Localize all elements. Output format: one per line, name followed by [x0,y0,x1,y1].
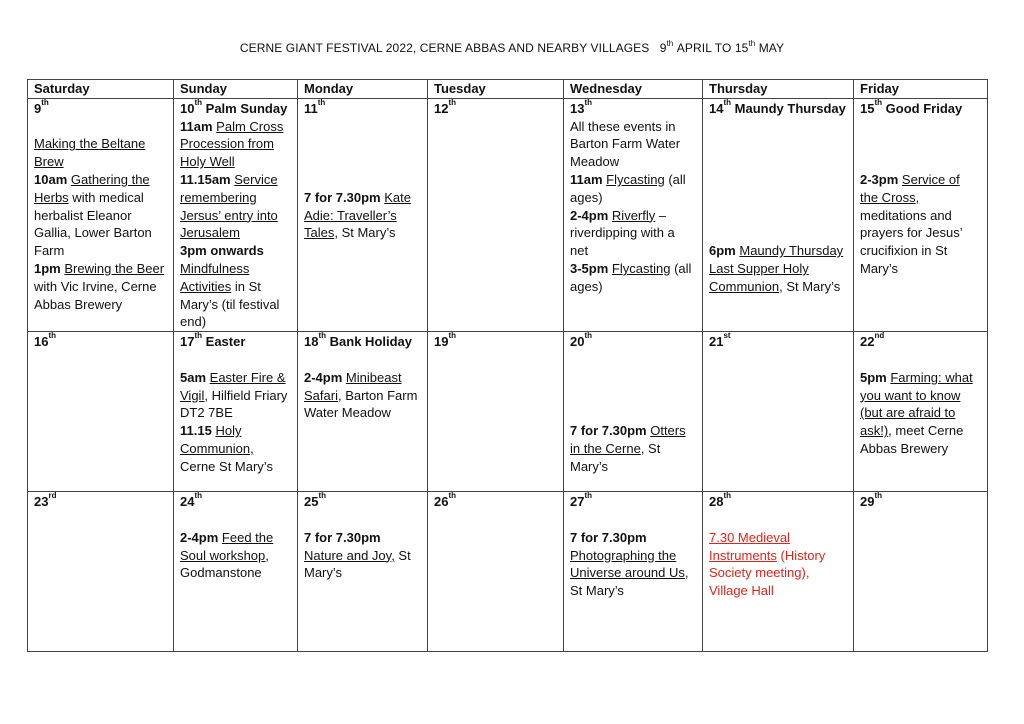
spacer [570,511,696,529]
day-number: 9th [34,97,49,116]
spacer [709,153,847,171]
day-suffix: rd [48,491,57,501]
event-time: 10am [34,171,68,187]
spacer [709,189,847,207]
event-details: (History Society meeting), Village Hall [709,547,826,599]
day-suffix: th [41,97,49,107]
day-label: Bank Holiday [329,334,413,350]
event-entry [860,171,981,278]
range-from: 9 [659,41,667,55]
event-entry [34,135,167,171]
day-suffix: nd [874,331,885,341]
weekday-header: Saturday [28,80,174,99]
event-entry [304,369,421,422]
day-cell [28,98,174,331]
day-number: 17th Easter [180,331,246,350]
day-cell [28,332,174,492]
event-details: , meet Cerne Abbas Brewery [860,423,964,456]
event-time: 2-4pm [304,369,343,385]
day-suffix: th [448,331,457,341]
event-entry [180,422,291,475]
day-cell [703,492,854,652]
spacer [709,224,847,242]
spacer [304,118,421,136]
event-time: 2-4pm [180,529,219,545]
event-title: Making the Beltane Brew [34,136,146,170]
spacer [304,351,421,369]
event-details: , St Mary’s [570,440,661,474]
day-suffix: th [194,331,203,341]
event-entry [860,369,981,458]
event-title: Photographing the Universe around Us [570,547,685,581]
event-time: 7 for 7.30pm [570,423,647,439]
event-title: 7.30 Medieval Instruments [709,529,790,563]
day-label: Easter [205,334,246,350]
week-row [28,332,988,492]
day-cell [703,332,854,492]
day-suffix: th [318,331,327,341]
event-title: Minibeast Safari, [304,369,402,403]
weekday-header: Monday [298,80,428,99]
day-suffix: th [194,97,203,107]
day-number: 10th Palm Sunday [180,97,288,116]
day-number: 23rd [34,491,57,510]
event-time: 7 for 7.30pm [304,529,381,545]
event-entry [709,242,847,295]
day-number: 26th [434,491,457,510]
day-cell [854,492,988,652]
event-entry [34,260,167,313]
event-details: – riverdipping with a net [570,207,675,259]
day-cell [564,98,703,331]
event-title: Otters in the Cerne [570,423,686,456]
event-time: 3-5pm [570,260,609,276]
event-entry [709,529,847,600]
day-cell [174,332,298,492]
event-title: Riverfly [611,207,656,223]
spacer [304,511,421,529]
spacer [709,135,847,153]
event-entry [570,171,696,207]
spacer [304,171,421,189]
day-suffix: th [874,491,883,501]
event-details: All these events in Barton Farm Water Meadow [570,118,681,170]
spacer [570,369,696,387]
day-label: Palm Sunday [205,100,288,116]
day-suffix: th [723,97,732,107]
spacer [304,153,421,171]
event-time: 6pm [709,243,736,259]
event-entry [180,171,291,242]
day-number: 25th [304,491,327,510]
event-entry [570,422,696,475]
event-time: 11.15am [180,171,231,187]
weekday-header: Wednesday [564,80,703,99]
day-number: 22nd [860,331,885,350]
spacer [34,118,167,136]
event-details: St Mary’s [304,547,411,581]
day-label: Good Friday [885,100,963,116]
event-title: Kate Adie: Traveller’s Tales [304,189,411,241]
event-entry [570,207,696,260]
event-title: Flycasting [606,171,665,187]
event-title: Brewing the Beer [64,260,165,276]
event-time: 2-3pm [860,171,899,187]
day-number: 11th [304,97,326,116]
day-number: 21st [709,331,731,350]
event-details: Hilfield Friary DT2 7BE [180,387,288,421]
range-from-suffix: th [666,39,674,48]
event-entry [180,369,291,422]
day-cell [28,492,174,652]
day-cell [428,492,564,652]
day-number: 13th [570,97,593,116]
day-number: 15th Good Friday [860,97,963,116]
event-entry [570,529,696,600]
event-title: Easter Fire & Vigil, [180,369,286,403]
event-time: 11.15 [180,423,212,439]
weekday-header: Friday [854,80,988,99]
week-row [28,98,988,331]
day-number: 24th [180,491,203,510]
event-details: (all ages) [570,260,692,294]
day-suffix: th [874,97,883,107]
day-cell [703,98,854,331]
document-title: CERNE GIANT FESTIVAL 2022, CERNE ABBAS AND NEARBY VILLAGES [239,41,650,55]
day-suffix: th [48,331,57,341]
spacer [709,118,847,136]
event-details: , St Mary’s [570,565,689,599]
range-end: MAY [758,41,785,55]
event-time: 3pm onwards [180,243,264,259]
day-suffix: th [584,491,593,501]
spacer [860,135,981,153]
event-title: Palm Cross Procession from Holy Well [180,118,284,170]
spacer [180,511,291,529]
day-number: 12th [434,97,457,116]
day-cell [298,492,428,652]
day-suffix: th [584,331,593,341]
event-entry [180,242,291,331]
event-details: in St Mary’s (til festival end) [180,278,280,330]
event-title: Mindfulness Activities [180,260,250,294]
weekday-header-row [28,80,988,99]
event-entry [34,171,167,260]
day-suffix: th [194,491,203,501]
spacer [709,511,847,529]
event-time: 5pm [860,369,887,385]
event-entry [304,189,421,242]
event-details: with medical herbalist Eleanor Gallia, Lower Barton Farm [34,189,152,259]
day-number: 16th [34,331,57,350]
weekday-header: Sunday [174,80,298,99]
spacer [570,351,696,369]
weekday-header: Thursday [703,80,854,99]
event-title: Feed the Soul workshop, [180,529,274,563]
event-title: Flycasting [611,260,671,276]
event-entry [180,529,291,582]
range-mid: APRIL TO [676,41,732,55]
event-details: Godmanstone [180,565,262,581]
day-number: 19th [434,331,457,350]
day-cell [428,332,564,492]
spacer [709,207,847,225]
spacer [860,351,981,369]
day-suffix: th [584,97,593,107]
day-suffix: th [448,491,457,501]
event-time: 1pm [34,260,61,276]
day-cell [564,492,703,652]
festival-calendar-table [27,79,988,652]
event-time: 11am [180,118,213,134]
event-details: , St Mary’s [779,278,841,294]
day-cell [854,98,988,331]
event-time: 7 for 7.30pm [304,189,381,205]
event-details: with Vic Irvine, Cerne Abbas Brewery [34,278,157,312]
spacer [570,387,696,405]
spacer [570,404,696,422]
day-cell [564,332,703,492]
event-entry [180,118,291,171]
week-row [28,492,988,652]
day-number: 20th [570,331,593,350]
spacer [860,153,981,171]
day-cell [298,98,428,331]
day-number: 18th Bank Holiday [304,331,413,350]
event-title: Farming: what you want to know (but are afraid to ask!) [860,369,973,439]
event-title: Service remembering Jersus’ entry into Jerusalem [180,171,278,241]
event-time: 5am [180,369,207,385]
range-to: 15 [734,41,749,55]
page-title [0,41,1024,55]
event-details: Barton Farm Water Meadow [304,387,418,421]
event-entry [570,118,696,171]
day-cell [854,332,988,492]
event-title: Nature and Joy, [304,547,395,563]
day-suffix: st [723,331,731,341]
event-title: Maundy Thursday Last Supper Holy Communion [709,243,844,294]
event-title: Service of the Cross, [860,171,960,205]
day-number: 14th Maundy Thursday [709,97,846,116]
day-cell [428,98,564,331]
event-title: Gathering the Herbs [34,171,150,205]
day-cell [298,332,428,492]
event-details: Cerne St Mary’s [180,458,273,474]
weekday-header: Tuesday [428,80,564,99]
event-title: Holy Communion, [180,423,254,456]
spacer [709,171,847,189]
event-time: 2-4pm [570,207,609,223]
day-number: 29th [860,491,883,510]
range-to-suffix: th [748,39,756,48]
event-details: meditations and prayers for Jesus’ crucifixion in St Mary’s [860,207,963,276]
spacer [860,118,981,136]
day-label: Maundy Thursday [734,100,846,116]
spacer [180,351,291,369]
spacer [304,135,421,153]
event-details: , St Mary’s [334,225,396,241]
day-suffix: th [448,97,457,107]
day-suffix: th [318,491,327,501]
day-suffix: th [317,97,326,107]
event-entry [304,529,421,582]
event-time: 11am [570,171,603,187]
event-details: (all ages) [570,171,686,205]
day-cell [174,98,298,331]
event-time: 7 for 7.30pm [570,529,647,545]
day-number: 28th [709,491,732,510]
day-cell [174,492,298,652]
event-entry [570,260,696,296]
day-suffix: th [723,491,732,501]
day-number: 27th [570,491,593,510]
